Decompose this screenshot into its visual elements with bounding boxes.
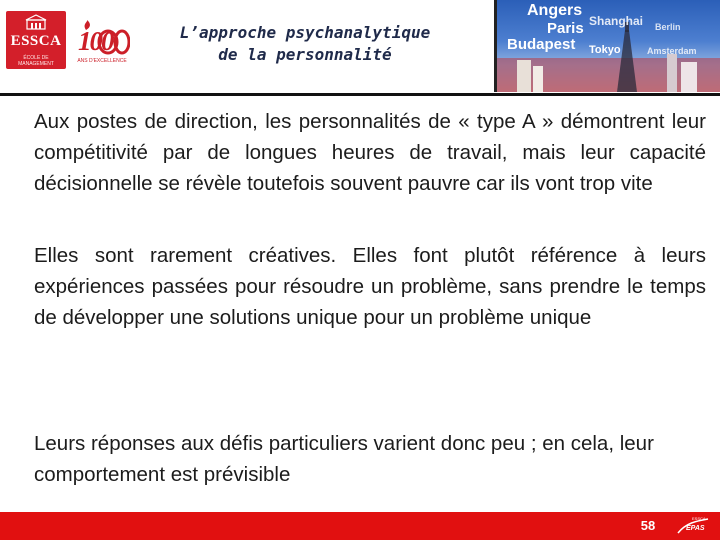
banner-city-1: Angers	[527, 2, 583, 19]
banner-city-2: Paris	[547, 20, 584, 37]
banner-city-6: Berlin	[655, 22, 681, 32]
anniversary-logo	[74, 20, 130, 72]
header-divider	[0, 93, 720, 96]
anniversary-subtitle: ANS D'EXCELLENCE	[77, 58, 127, 64]
epas-logo-text: EPAS	[686, 525, 705, 532]
slide-header	[0, 0, 720, 94]
crest-icon	[25, 14, 47, 30]
paragraph-3: Leurs réponses aux défis particuliers varient donc peu ; en cela, leur comportement est prévisible	[34, 432, 654, 486]
epas-logo	[672, 515, 716, 539]
banner-city-3: Shanghai	[589, 14, 644, 28]
slide-title-line-2: de la personnalité	[218, 45, 392, 64]
cities-banner-image	[497, 0, 720, 92]
essca-logo-tagline: ÉCOLE DE MANAGEMENT	[18, 55, 54, 67]
essca-logo	[6, 11, 66, 69]
title-box	[142, 0, 497, 92]
banner-city-7: Amsterdam	[647, 46, 697, 56]
slide-footer	[0, 512, 720, 540]
paragraph-1: Aux postes de direction, les personnalités de « type A » démontrent leur compétitivité par de longues heures de travail, mais leur capacité décisionnelle se révèle toutefois souvent pauvre car ils vont trop vite	[34, 110, 706, 195]
anniversary-number: 100	[78, 26, 113, 56]
paragraph-2: Elles sont rarement créatives. Elles font plutôt référence à leurs expériences passées pour résoudre un problème, sans prendre le temps de développer une solutions unique pour un problème unique	[34, 244, 706, 329]
slide-title-line-1: L’approche psychanalytique	[179, 23, 431, 42]
epas-logo-small-text: ESSCA	[692, 516, 706, 521]
banner-city-4: Budapest	[507, 36, 576, 53]
banner-city-5: Tokyo	[589, 44, 621, 56]
essca-logo-text: ESSCA	[10, 33, 62, 49]
slide-title	[142, 22, 468, 66]
page-number: 58	[640, 518, 656, 533]
